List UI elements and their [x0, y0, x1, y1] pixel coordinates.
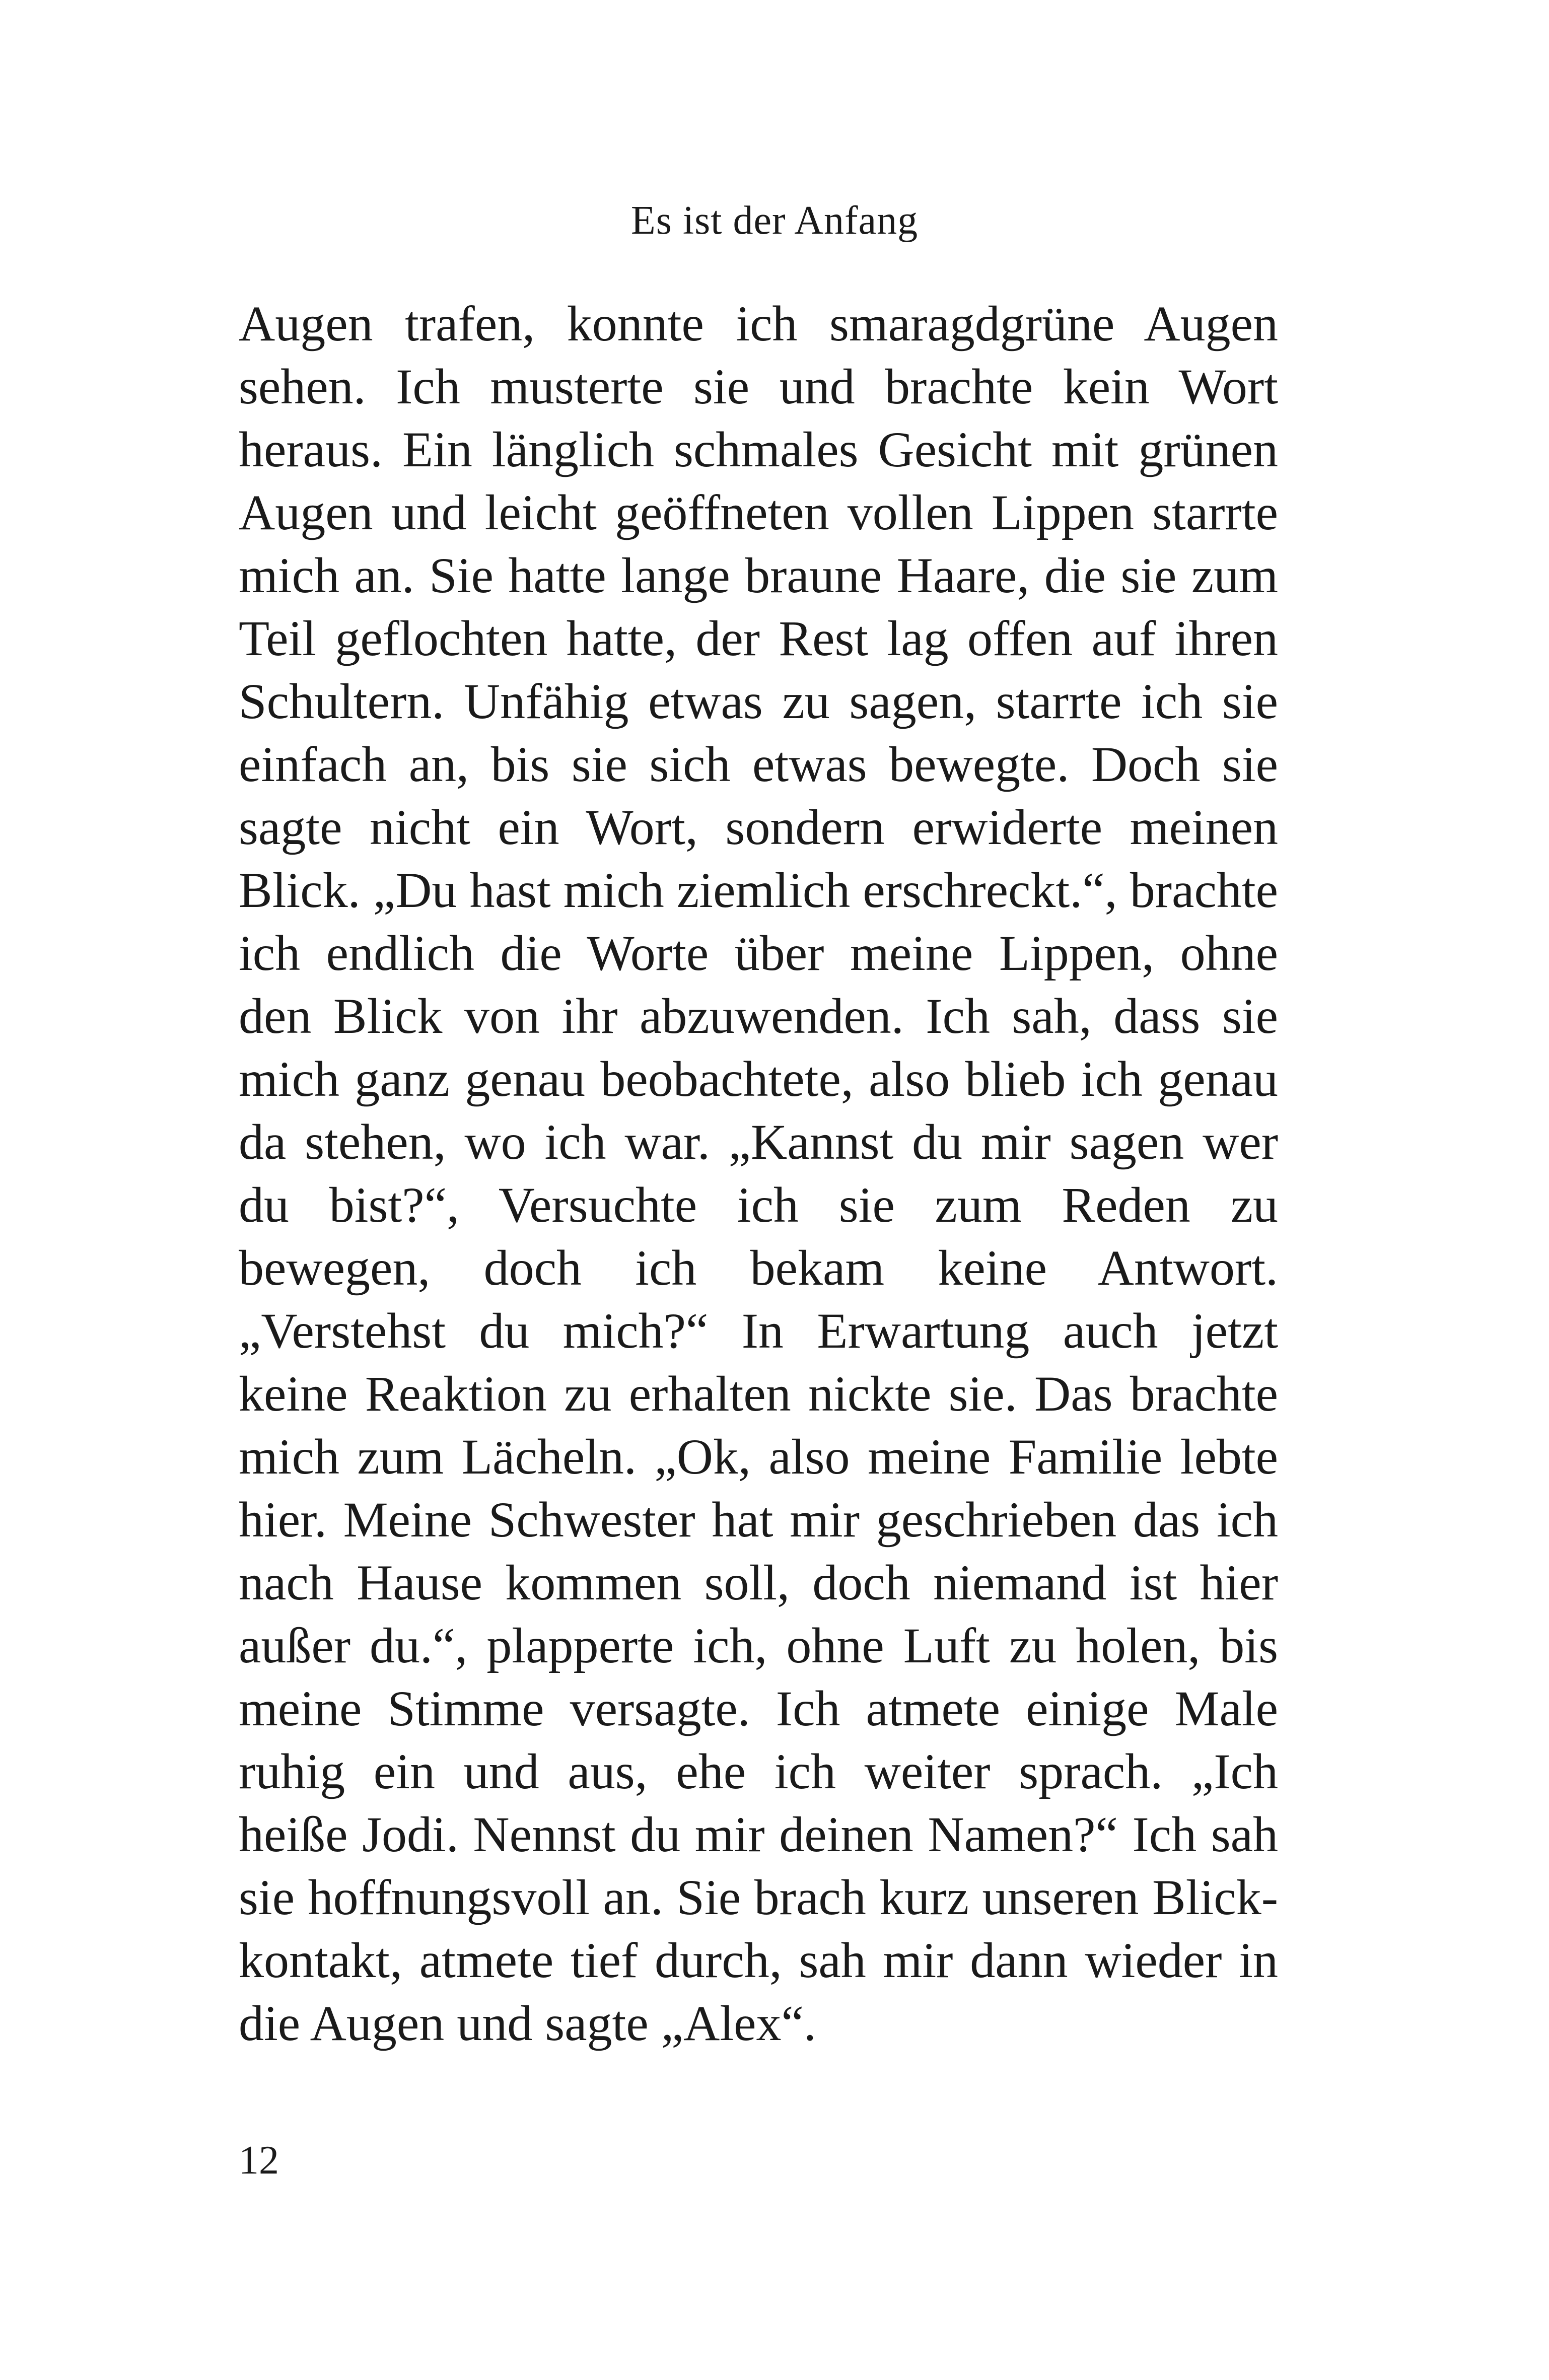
text-line: sie hoffnungsvoll an. Sie brach kurz unseren Blick-	[239, 1869, 1278, 1925]
text-line: ruhig ein und aus, ehe ich weiter sprach. „Ich	[239, 1743, 1278, 1799]
text-line: Teil geflochten hatte, der Rest lag offen auf ihren	[239, 610, 1278, 666]
page-number: 12	[239, 2138, 279, 2183]
text-line: hier. Meine Schwester hat mir geschrieben das ich	[239, 1492, 1278, 1548]
text-line: mich zum Lächeln. „Ok, also meine Familie lebte	[239, 1429, 1278, 1485]
text-line: einfach an, bis sie sich etwas bewegte. Doch sie	[239, 736, 1278, 792]
text-line: heraus. Ein länglich schmales Gesicht mit grünen	[239, 422, 1278, 477]
text-line: heiße Jodi. Nennst du mir deinen Namen?“ Ich sah	[239, 1806, 1278, 1862]
text-line: sehen. Ich musterte sie und brachte kein Wort	[239, 359, 1278, 414]
body-text	[239, 292, 1278, 2055]
text-line: mich ganz genau beobachtete, also blieb ich genau	[239, 1051, 1278, 1107]
text-line: mich an. Sie hatte lange braune Haare, die sie zum	[239, 547, 1278, 603]
text-line: Augen trafen, konnte ich smaragdgrüne Augen	[239, 296, 1278, 352]
text-line: Schultern. Unfähig etwas zu sagen, starrte ich sie	[239, 673, 1278, 729]
text-line: den Blick von ihr abzuwenden. Ich sah, dass sie	[239, 988, 1278, 1044]
text-line: Blick. „Du hast mich ziemlich erschreckt.“, brachte	[239, 862, 1278, 918]
text-line: die Augen und sagte „Alex“.	[239, 1995, 816, 2051]
text-line: keine Reaktion zu erhalten nickte sie. Das brachte	[239, 1366, 1278, 1422]
text-line: Augen und leicht geöffneten vollen Lippen starrte	[239, 484, 1278, 540]
text-line: außer du.“, plapperte ich, ohne Luft zu holen, bis	[239, 1618, 1278, 1673]
text-line: nach Hause kommen soll, doch niemand ist hier	[239, 1555, 1278, 1611]
text-line: bewegen, doch ich bekam keine Antwort.	[239, 1240, 1278, 1296]
text-line: meine Stimme versagte. Ich atmete einige Male	[239, 1681, 1278, 1736]
text-line: sagte nicht ein Wort, sondern erwiderte meinen	[239, 799, 1278, 855]
running-header: Es ist der Anfang	[630, 198, 919, 243]
text-line: ich endlich die Worte über meine Lippen, ohne	[239, 925, 1278, 981]
text-line: „Verstehst du mich?“ In Erwartung auch jetzt	[239, 1303, 1278, 1359]
text-line: kontakt, atmete tief durch, sah mir dann wieder in	[239, 1932, 1278, 1988]
text-line: du bist?“, Versuchte ich sie zum Reden zu	[239, 1177, 1278, 1233]
text-line: da stehen, wo ich war. „Kannst du mir sagen wer	[239, 1114, 1278, 1170]
